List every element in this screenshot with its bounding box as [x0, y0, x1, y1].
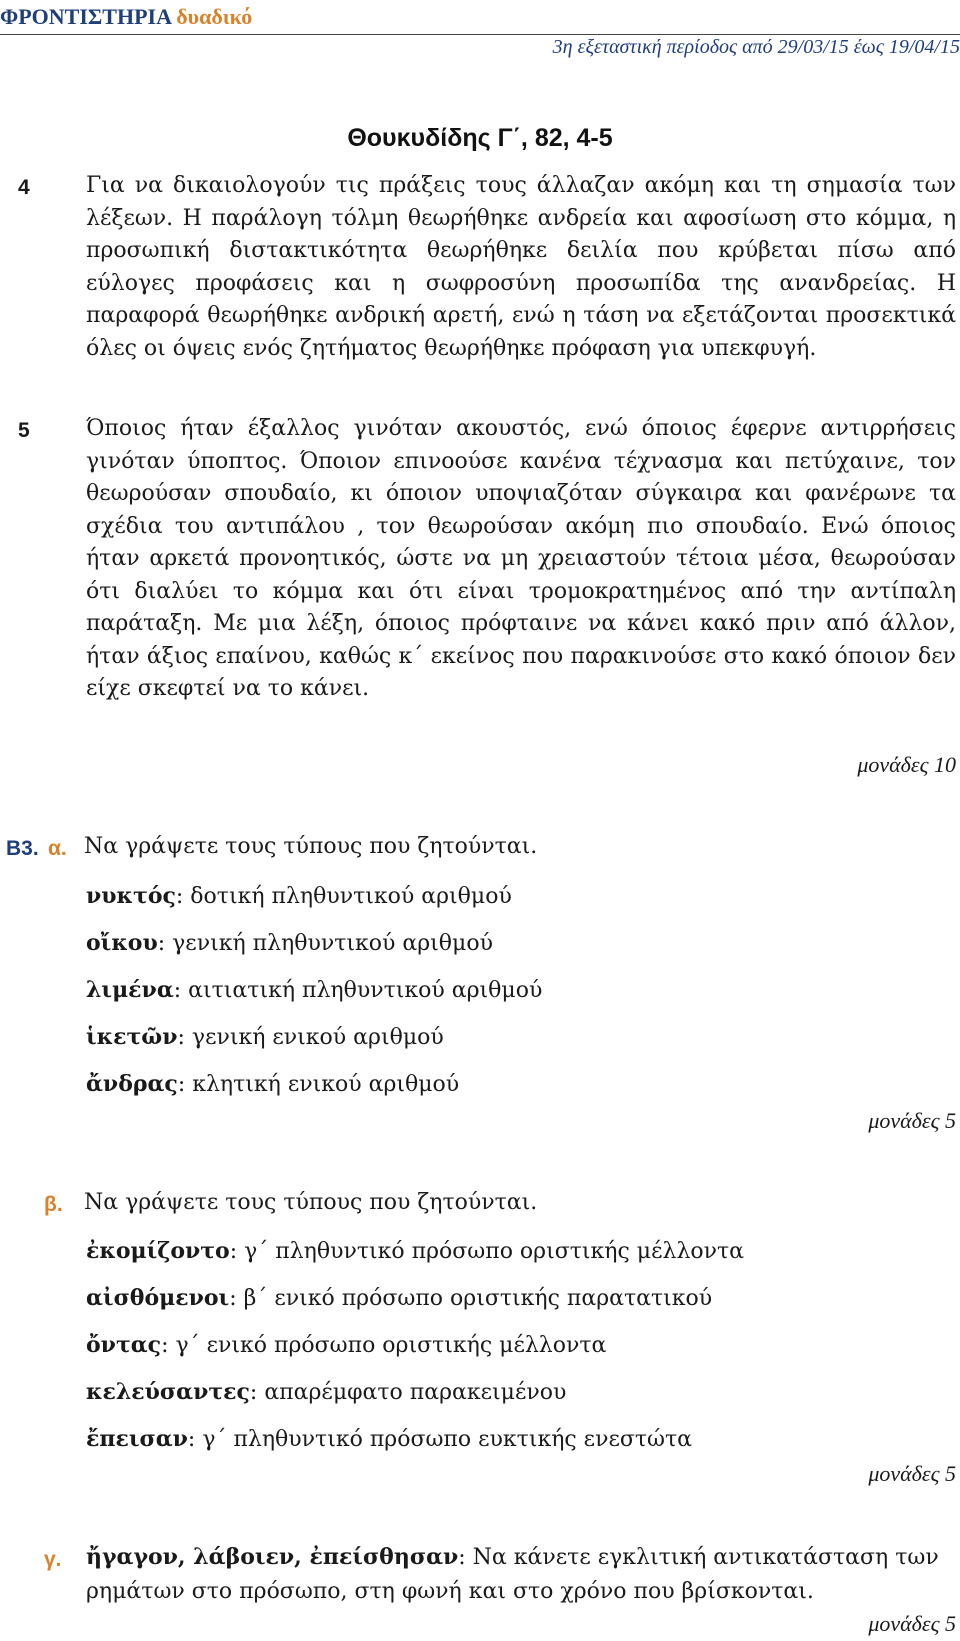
question-instruction: Να γράψετε τους τύπους που ζητούνται.: [84, 834, 538, 859]
points-label: μονάδες 5: [868, 1461, 956, 1486]
brand-accent: δυαδικό: [176, 4, 253, 29]
points-label: μονάδες 5: [868, 1611, 956, 1636]
brand-logo: [0, 4, 252, 30]
form-item: ἐκομίζοντο: γ΄ πληθυντικό πρόσωπο οριστικής μέλλοντα: [86, 1238, 745, 1264]
form-item: οἴκου: γενική πληθυντικού αριθμού: [86, 930, 493, 956]
points-label: μονάδες 10: [857, 752, 956, 777]
form-item: λιμένα: αιτιατική πληθυντικού αριθμού: [86, 977, 543, 1003]
form-item: ἄνδρας: κλητική ενικού αριθμού: [86, 1071, 460, 1097]
form-item: νυκτός: δοτική πληθυντικού αριθμού: [86, 883, 512, 909]
passage-text: Για να δικαιολογούν τις πράξεις τους άλλαζαν ακόμη και τη σημασία των λέξεων. Η παράλογη τόλμη θεωρήθηκε ανδρεία και αφοσίωση στο κόμμα, η προσωπική διστακτικότητα θεωρήθηκε δειλία που κρύβεται πίσω από εύλογες προφάσεις και η σωφροσύνη προσωπίδα της ανανδρείας. Η παραφορά θεωρήθηκε ανδρική αρετή, ενώ η τάση να εξετάζονται προσεκτικά όλες οι όψεις ενός ζητήματος θεωρήθηκε πρόφαση για υπεκφυγή.: [86, 173, 956, 361]
subquestion-label: α.: [48, 837, 67, 860]
page-title: Θουκυδίδης Γ΄, 82, 4-5: [347, 124, 613, 152]
question-label: Β3.: [6, 837, 39, 860]
question-instruction: Να γράψετε τους τύπους που ζητούνται.: [84, 1190, 538, 1215]
form-item: ἔπεισαν: γ΄ πληθυντικό πρόσωπο ευκτικής ενεστώτα: [86, 1426, 693, 1452]
form-item: ὄντας: γ΄ ενικό πρόσωπο οριστικής μέλλοντα: [86, 1332, 607, 1358]
form-item: κελεύσαντες: απαρέμφατο παρακειμένου: [86, 1379, 567, 1405]
exam-period: 3η εξεταστική περίοδος από 29/03/15 έως 19/04/15: [552, 36, 960, 58]
points-label: μονάδες 5: [868, 1108, 956, 1133]
passage-number: 5: [18, 419, 30, 442]
passage-number: 4: [18, 176, 30, 199]
brand-main: ΦΡΟΝΤΙΣΤΗΡΙΑ: [0, 4, 171, 29]
form-item: ἱκετῶν: γενική ενικού αριθμού: [86, 1024, 444, 1050]
page-header: [0, 0, 960, 35]
form-item: αἰσθόμενοι: β΄ ενικό πρόσωπο οριστικής παρατατικού: [86, 1285, 713, 1311]
subquestion-label: β.: [44, 1193, 63, 1216]
passage-text: Όποιος ήταν έξαλλος γινόταν ακουστός, ενώ όποιος έφερνε αντιρρήσεις γινόταν ύποπτος. Όποιον επινοούσε κανένα τέχνασμα και πετύχαινε, τον θεωρούσαν σπουδαίο, κι όποιον υποψιαζόταν σύγκαιρα και φανέρωνε τα σχέδια του αντιπάλου , τον θεωρούσαν ακόμη πιο σπουδαίο. Ενώ όποιος ήταν αρκετά προνοητικός, ώστε να μη χρειαστούν τέτοια μέσα, θεωρούσαν ότι διαλύει το κόμμα και ότι είναι τρομοκρατημένος από την αντίπαλη παράταξη. Με μια λέξη, όποιος πρόφταινε να κάνει κακό πριν από άλλον, ήταν άξιος επαίνου, καθώς κ΄ εκείνος που παρακινούσε στο κακό όποιον δεν είχε σκεφτεί να το κάνει.: [86, 416, 956, 701]
question-instruction: ἤγαγον, λάβοιεν, ἐπείσθησαν: Να κάνετε εγκλιτική αντικατάσταση των ρημάτων στο πρόσωπο, στη φωνή και στο χρόνο που βρίσκονται.: [86, 1544, 939, 1604]
subquestion-label: γ.: [44, 1548, 62, 1571]
